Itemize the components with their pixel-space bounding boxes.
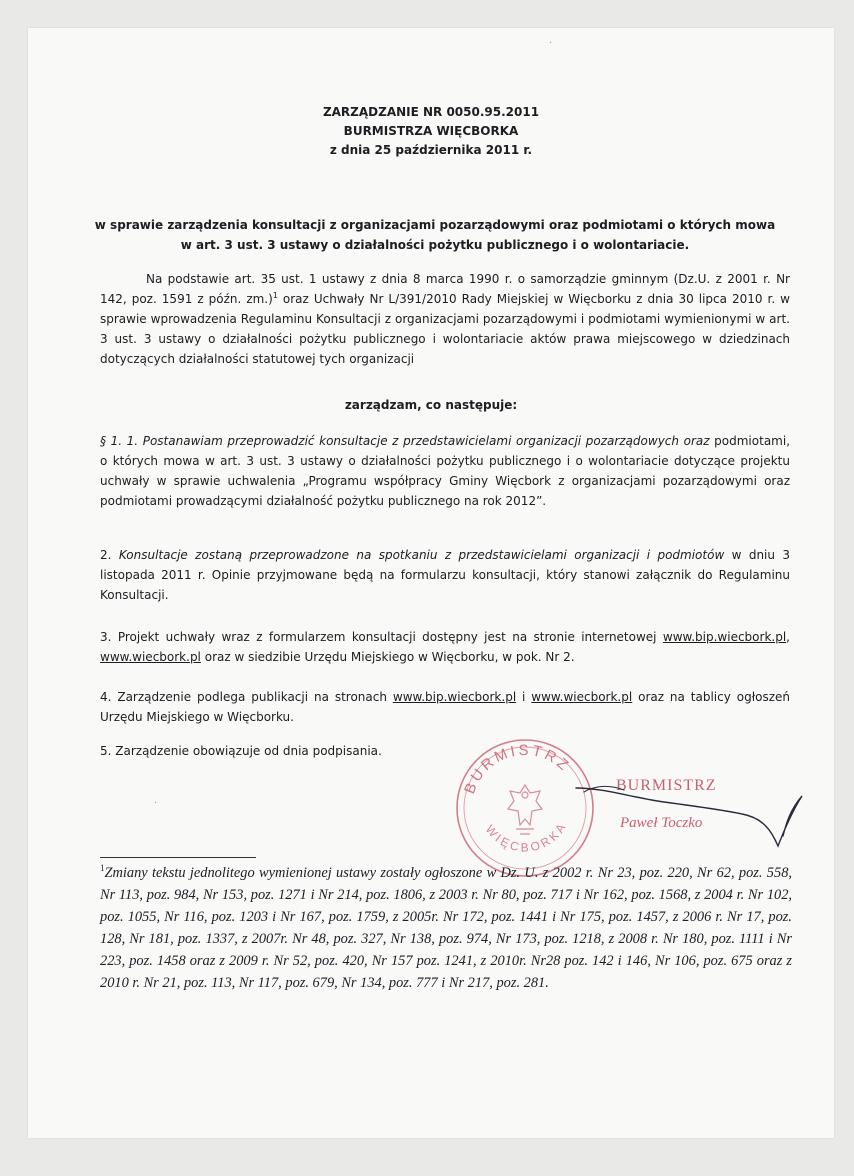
preamble-text: oraz Uchwały Nr L/391/2010 Rady Miejskiej w Więcborku z dnia 30 lipca 2010 r. w sprawie wprowadzenia Regulaminu Konsultacji z organizacjami pozarządowymi i podmiotami wymienionymi w art. 3 ust. 3 ustawy o działalności pożytku publicznego i wolontariacie aktów prawa miejscowego w dziedzinach dotyczących działalności statutowej tych organizacji xyxy=(100,292,790,366)
separator: , xyxy=(786,630,790,644)
section-3-text: 3. Projekt uchwały wraz z formularzem konsultacji dostępny jest na stronie internetowej xyxy=(100,630,663,644)
footnote-marker: 1 xyxy=(272,291,278,300)
seal-bottom-text: WIĘCBORKA xyxy=(482,818,570,855)
seal-top-text: BURMISTRZ xyxy=(461,741,574,797)
eagle-emblem-icon xyxy=(508,785,542,834)
preamble-text: Na podstawie art. 35 ust. 1 ustawy z dnia 8 marca 1990 r. o samorządzie gminnym (Dz.U. z 2001 r. Nr 142, poz. 1591 z późn. zm.) xyxy=(100,272,790,306)
bip-link[interactable]: www.bip.wiecbork.pl xyxy=(392,690,517,704)
section-2-text: w dniu 3 listopada 2011 r. Opinie przyjmowane będą na formularzu konsultacji, który stanowi załącznik do Regulaminu Konsultacji. xyxy=(100,548,791,602)
section-1-text: podmiotami, o których mowa w art. 3 ust. 3 ustawy o działalności pożytku publicznego i o wolontariacie dotyczące projektu uchwały w sprawie uchwalenia „Programu współpracy Gminy Więcbork z organizacjami pozarządowymi oraz podmiotami prowadzącymi działalność pożytku publicznego na rok 2012”. xyxy=(100,434,791,508)
section-2-italic: Konsultacje zostaną przeprowadzone na spotkaniu z przedstawicielami organizacji i podmiotów xyxy=(118,548,725,562)
document-page xyxy=(28,28,834,1138)
footnote xyxy=(100,862,792,994)
svg-text:BURMISTRZ xyxy=(461,742,573,796)
footnote-text: Zmiany tekstu jednolitego wymienionej ustawy zostały ogłoszone w Dz. U. z 2002 r. Nr 23, poz. 220, Nr 62, poz. 558, Nr 113, poz. 984, Nr 153, poz. 1271 i Nr 214, poz. 1806, z 2003 r. Nr 80, poz. 717 i Nr 162, poz. 1568, z 2004 r. Nr 102, poz. 1055, Nr 116, poz. 1203 i Nr 167, poz. 1759, z 2005r. Nr 172, poz. 1441 i Nr 175, poz. 1457, z 2006 r. Nr 17, poz. 128, Nr 181, poz. 1337, z 2007r. Nr 48, poz. 327, Nr 138, poz. 974, Nr 173, poz. 1218, z 2008 r. Nr 180, poz. 1111 i Nr 223, poz. 1458 oraz z 2009 r. Nr 52, poz. 420, Nr 157 poz. 1241, z 2010r. Nr28 poz. 142 i 146, Nr 106, poz. 675 oraz z 2010 r. Nr 21, poz. 113, Nr 117, poz. 679, Nr 134, poz. 777 i Nr 217, poz. 281. xyxy=(100,865,792,991)
signature-name: Paweł Toczko xyxy=(620,815,703,831)
subject-line: w art. 3 ust. 3 ustawy o działalności pożytku publicznego i o wolontariacie. xyxy=(180,238,690,252)
scan-speck: · xyxy=(154,798,158,809)
website-link[interactable]: www.wiecbork.pl xyxy=(531,690,633,704)
section-1-italic: § 1. 1. Postanawiam przeprowadzić konsultacje z przedstawicielami organizacji pozarządowych oraz xyxy=(100,434,710,448)
decree-statement: zarządzam, co następuje: xyxy=(344,398,518,412)
decree-subject xyxy=(58,215,812,255)
document-header xyxy=(28,103,834,160)
section-4-text: oraz na tablicy ogłoszeń Urzędu Miejskiego w Więcborku. xyxy=(100,690,790,724)
section-3 xyxy=(100,627,790,667)
website-link[interactable]: www.wiecbork.pl xyxy=(100,650,201,664)
preamble-paragraph xyxy=(100,269,790,369)
footnote-number: 1 xyxy=(100,863,105,874)
signature-title: BURMISTRZ xyxy=(616,777,717,794)
section-4 xyxy=(100,687,790,727)
issuer: BURMISTRZA WIĘCBORKA xyxy=(343,124,519,138)
footnote-divider xyxy=(100,857,256,858)
bip-link[interactable]: www.bip.wiecbork.pl xyxy=(662,630,787,644)
section-1 xyxy=(100,431,790,511)
section-4-text: 4. Zarządzenie podlega publikacji na stronach xyxy=(100,690,393,704)
section-5: 5. Zarządzenie obowiązuje od dnia podpisania. xyxy=(100,744,382,758)
section-3-text: oraz w siedzibie Urzędu Miejskiego w Więcborku, w pok. Nr 2. xyxy=(200,650,575,664)
issue-date: z dnia 25 października 2011 r. xyxy=(329,143,533,157)
decree-number: ZARZĄDZANIE NR 0050.95.2011 xyxy=(322,105,540,119)
svg-text:WIĘCBORKA xyxy=(483,819,570,855)
section-2 xyxy=(100,545,790,605)
scan-speck: · xyxy=(549,38,553,49)
subject-line: w sprawie zarządzenia konsultacji z organizacjami pozarządowymi oraz podmiotami o których mowa xyxy=(94,218,776,232)
handwritten-signature xyxy=(564,758,824,868)
section-2-number: 2. xyxy=(100,548,119,562)
separator: i xyxy=(516,690,532,704)
